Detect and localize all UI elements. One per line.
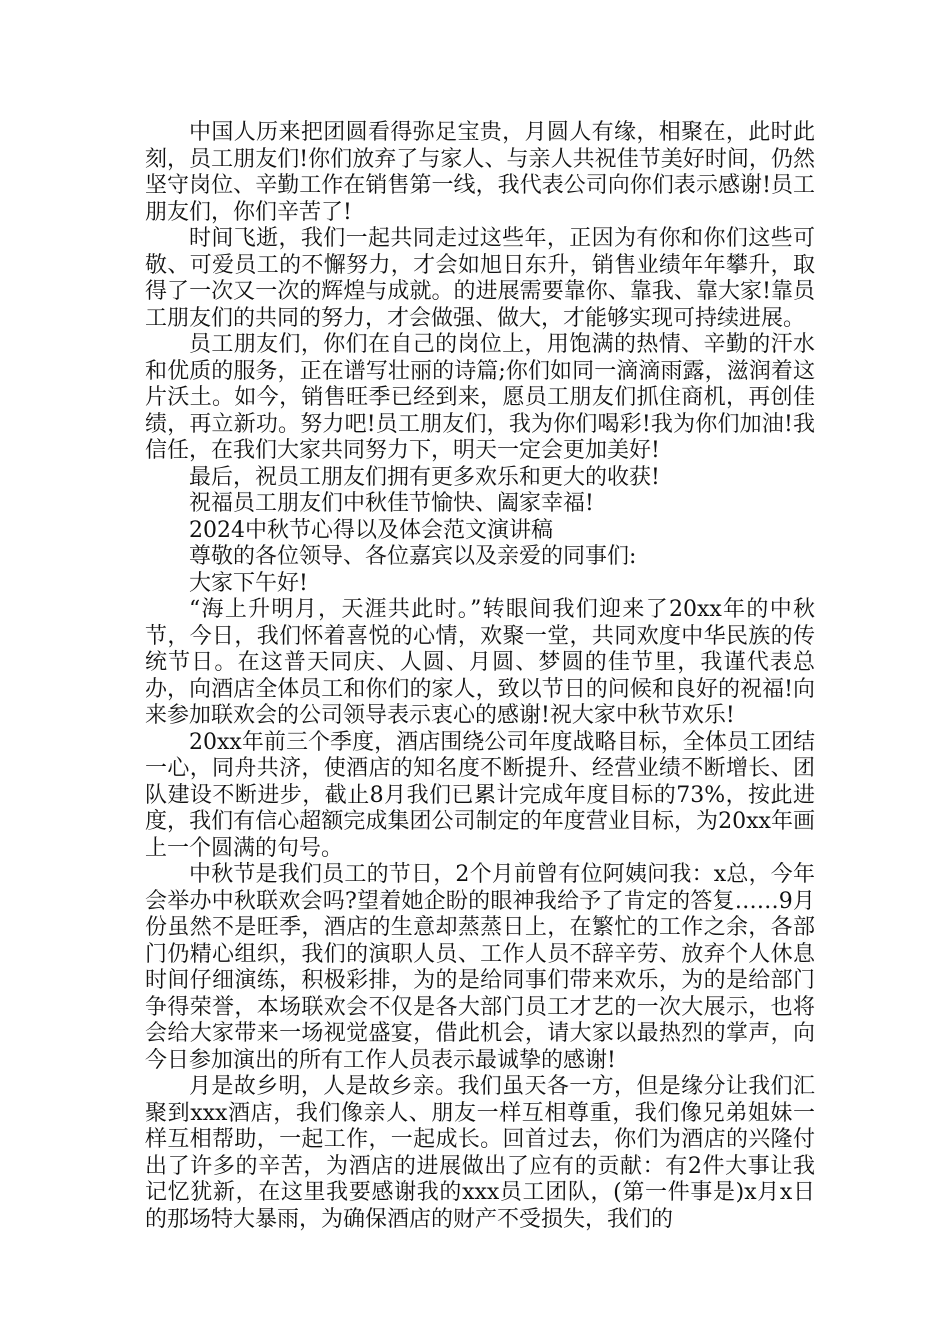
- paragraph-quarterly-results: 20xx年前三个季度，酒店围绕公司年度战略目标，全体员工团结一心，同舟共济，使酒店的知名度不断提升、经营业绩不断增长、团队建设不断进步，截止8月我们已累计完成年度目标的73%，按此进度，我们有信心超额完成集团公司制定的年度营业目标，为20xx年画上一个圆满的句号。: [145, 729, 815, 861]
- paragraph-hometown-moon: 月是故乡明，人是故乡亲。我们虽天各一方，但是缘分让我们汇聚到xxx酒店，我们像亲人、朋友一样互相尊重，我们像兄弟姐妹一样互相帮助，一起工作，一起成长。回首过去，你们为酒店的兴隆付出了许多的辛苦，为酒店的进展做出了应有的贡献：有2件大事让我记忆犹新，在这里我要感谢我的xxx员工团队，(第一件事是)x月x日的那场特大暴雨，为确保酒店的财产不受损失，我们的: [145, 1074, 815, 1232]
- speech-title: 2024中秋节心得以及体会范文演讲稿: [189, 517, 553, 543]
- paragraph-festival-blessing: 祝福员工朋友们中秋佳节愉快、阖家幸福!: [189, 491, 594, 516]
- paragraph-time-flies: 时间飞逝，我们一起共同走过这些年，正因为有你和你们这些可敬、可爱员工的不懈努力，才会如旭日东升，销售业绩年年攀升，取得了一次又一次的辉煌与成就。的进展需要靠你、靠我、靠大家!靠员工朋友们的共同的努力，才会做强、做大，才能够实现可持续进展。: [145, 226, 815, 331]
- paragraph-greeting-thanks: 中国人历来把团圆看得弥足宝贵，月圆人有缘，相聚在，此时此刻，员工朋友们!你们放弃了与家人、与亲人共祝佳节美好时间，仍然坚守岗位、辛勤工作在销售第一线，我代表公司向你们表示感谢!员工朋友们，你们辛苦了!: [145, 120, 815, 225]
- paragraph-final-wish: 最后，祝员工朋友们拥有更多欢乐和更大的收获!: [189, 464, 660, 490]
- speech-greeting: 大家下午好!: [189, 570, 308, 596]
- speech-salutation: 尊敬的各位领导、各位嘉宾以及亲爱的同事们:: [189, 544, 637, 569]
- paragraph-employee-friends: 员工朋友们，你们在自己的岗位上，用饱满的热情、辛勤的汗水和优质的服务，正在谱写壮丽的诗篇;你们如同一滴滴雨露，滋润着这片沃土。如今，销售旺季已经到来，愿员工朋友们抓住商机，再创佳绩，再立新功。努力吧!员工朋友们，我为你们喝彩!我为你们加油!我信任，在我们大家共同努力下，明天一定会更加美好!: [145, 332, 815, 463]
- paragraph-mid-autumn-opening: “海上升明月，天涯共此时。”转眼间我们迎来了20xx年的中秋节，今日，我们怀着喜悦的心情，欢聚一堂，共同欢度中华民族的传统节日。在这普天同庆、人圆、月圆、梦圆的佳节里，我谨代表总办，向酒店全体员工和你们的家人，致以节日的问候和良好的祝福!向来参加联欢会的公司领导表示衷心的感谢!祝大家中秋节欢乐!: [145, 597, 815, 728]
- paragraph-gala-thanks: 中秋节是我们员工的节日，2个月前曾有位阿姨问我：x总，今年会举办中秋联欢会吗?望着她企盼的眼神我给予了肯定的答复……9月份虽然不是旺季，酒店的生意却蒸蒸日上，在繁忙的工作之余，各部门仍精心组织，我们的演职人员、工作人员不辞辛劳、放弃个人休息时间仔细演练，积极彩排，为的是给同事们带来欢乐，为的是给部门争得荣誉，本场联欢会不仅是各大部门员工才艺的一次大展示，也将会给大家带来一场视觉盛宴，借此机会，请大家以最热烈的掌声，向今日参加演出的所有工作人员表示最诚挚的感谢!: [145, 862, 815, 1073]
- document-page: [145, 120, 815, 1233]
